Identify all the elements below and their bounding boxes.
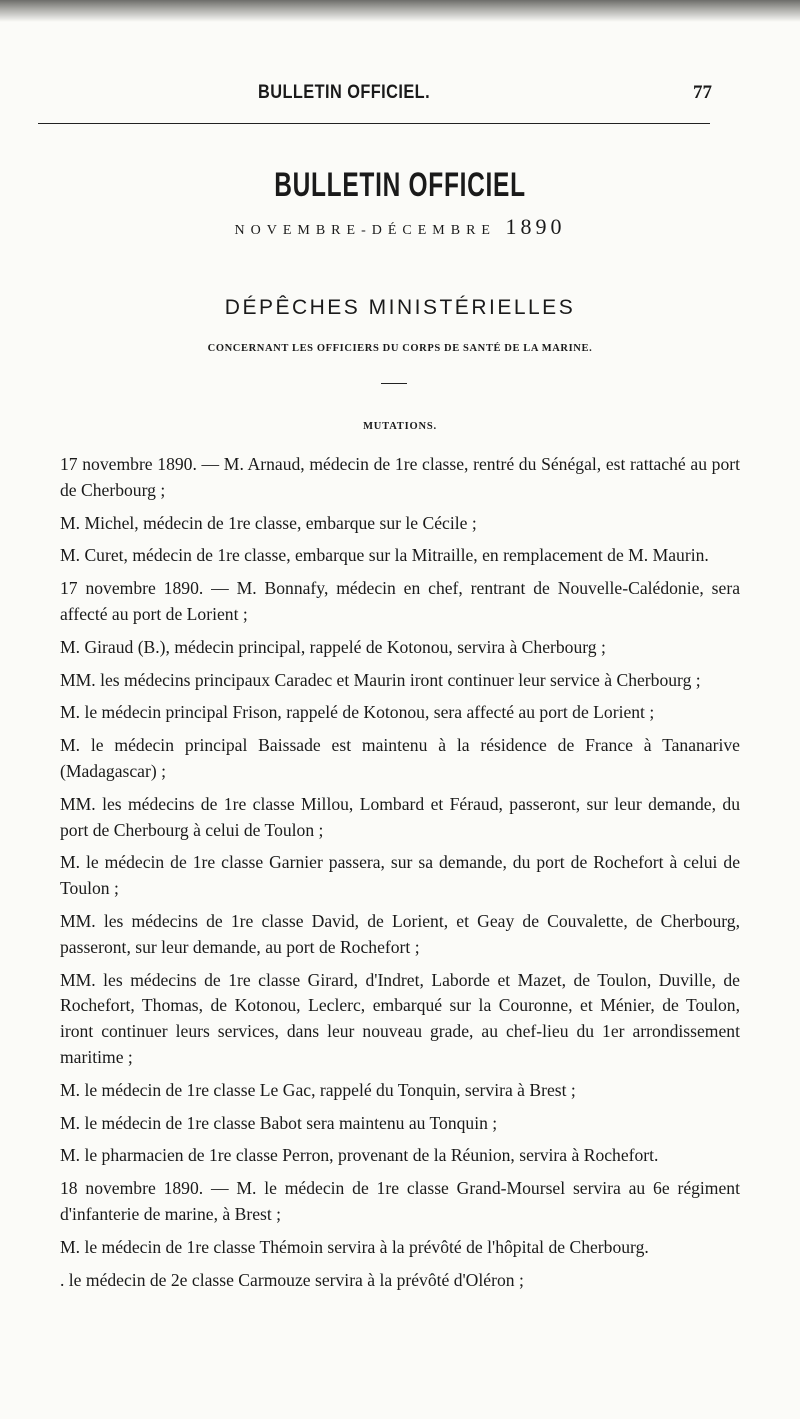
paragraph: MM. les médecins de 1re classe Girard, d'Indret, Laborde et Mazet, de Toulon, Duville, de Rochefort, Thomas, de Kotonou, Leclerc, embarqué sur la Couronne, et Ménier, de Toulon, iront continuer leurs services, dans leur nouveau grade, au chef-lieu du 1er arrondissement maritime ; [60, 969, 740, 1067]
scan-shadow [0, 0, 800, 22]
masthead-title: BULLETIN OFFICIEL [274, 166, 526, 204]
paragraph: M. le médecin principal Baissade est maintenu à la résidence de France à Tananarive (Madagascar) ; [60, 735, 740, 781]
paragraph: 17 novembre 1890. — M. Bonnafy, médecin en chef, rentrant de Nouvelle-Calédonie, sera affecté au port de Lorient ; [60, 578, 740, 624]
paragraph: M. le médecin de 1re classe Le Gac, rappelé du Tonquin, servira à Brest ; [60, 1079, 576, 1100]
body-text [60, 452, 740, 1300]
paragraph: MM. les médecins de 1re classe David, de Lorient, et Geay de Couvalette, de Cherbourg, passeront, sur leur demande, au port de Rochefort ; [60, 910, 740, 957]
running-title: BULLETIN OFFICIEL. [258, 82, 431, 103]
paragraph: M. le médecin de 1re classe Garnier passera, sur sa demande, du port de Rochefort à celui de Toulon ; [60, 852, 740, 899]
issue-year: 1890 [505, 214, 566, 239]
paragraph: M. Michel, médecin de 1re classe, embarque sur le Cécile ; [60, 512, 477, 533]
paragraph: MM. les médecins de 1re classe Millou, Lombard et Féraud, passeront, sur leur demande, du port de Cherbourg à celui de Toulon ; [60, 793, 740, 840]
section-heading: MUTATIONS. [363, 421, 437, 432]
paragraph: M. le médecin de 1re classe Babot sera maintenu au Tonquin ; [60, 1112, 498, 1133]
page-number: 77 [693, 82, 712, 103]
running-header [0, 82, 800, 106]
paragraph: M. le médecin principal Frison, rappelé de Kotonou, sera affecté au port de Lorient ; [60, 702, 655, 723]
issue-line [0, 214, 800, 240]
paragraph: M. Giraud (B.), médecin principal, rappelé de Kotonou, servira à Cherbourg ; [60, 636, 606, 657]
paragraph: MM. les médecins principaux Caradec et Maurin iront continuer leur service à Cherbourg ; [60, 669, 701, 690]
main-heading: DÉPÊCHES MINISTÉRIELLES [224, 296, 576, 319]
paragraph: M. Curet, médecin de 1re classe, embarque sur la Mitraille, en remplacement de M. Maurin. [60, 545, 709, 566]
paragraph: . le médecin de 2e classe Carmouze servira à la prévôté d'Oléron ; [60, 1269, 524, 1290]
section-divider [381, 383, 407, 384]
issue-months: NOVEMBRE-DÉCEMBRE [234, 223, 496, 238]
paragraph: 17 novembre 1890. — M. Arnaud, médecin de 1re classe, rentré du Sénégal, est rattaché au port de Cherbourg ; [60, 454, 740, 500]
paragraph: M. le médecin de 1re classe Thémoin servira à la prévôté de l'hôpital de Cherbourg. [60, 1236, 649, 1257]
paragraph: 18 novembre 1890. — M. le médecin de 1re classe Grand-Moursel servira au 6e régiment d'infanterie de marine, à Brest ; [60, 1178, 740, 1224]
paragraph: M. le pharmacien de 1re classe Perron, provenant de la Réunion, servira à Rochefort. [60, 1145, 659, 1166]
sub-heading: CONCERNANT LES OFFICIERS DU CORPS DE SANTÉ DE LA MARINE. [207, 343, 593, 354]
header-rule [38, 123, 710, 124]
